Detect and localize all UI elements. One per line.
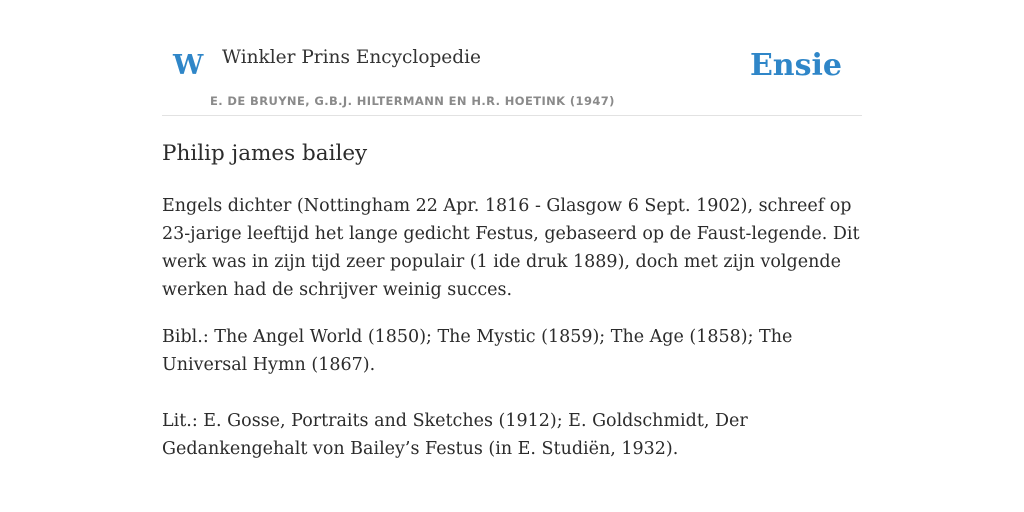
article-paragraph-bibliography: Bibl.: The Angel World (1850); The Mystic (1859); The Age (1858); The Universal Hymn (1867). (162, 327, 793, 375)
article-paragraph-literature: Lit.: E. Gosse, Portraits and Sketches (1912); E. Goldschmidt, Der Gedankengehalt von Bailey’s Festus (in E. Studiën, 1932). (162, 411, 748, 459)
article-title: Philip james bailey (162, 141, 368, 166)
source-authors: E. DE BRUYNE, G.B.J. HILTERMANN EN H.R. HOETINK (1947) (210, 94, 615, 108)
source-title[interactable]: Winkler Prins Encyclopedie (222, 47, 481, 68)
winkler-prins-logo[interactable]: W (173, 50, 204, 81)
ensie-logo-link[interactable]: Ensie (749, 48, 842, 83)
article-paragraph-body: Engels dichter (Nottingham 22 Apr. 1816 - Glasgow 6 Sept. 1902), schreef op 23-jarige leeftijd het lange gedicht Festus, gebaseerd op de Faust-legende. Dit werk was in zijn tijd zeer populair (1 ide druk 1889), doch met zijn volgende werken had de schrijver weinig succes. (162, 196, 860, 300)
source-header (162, 38, 862, 116)
